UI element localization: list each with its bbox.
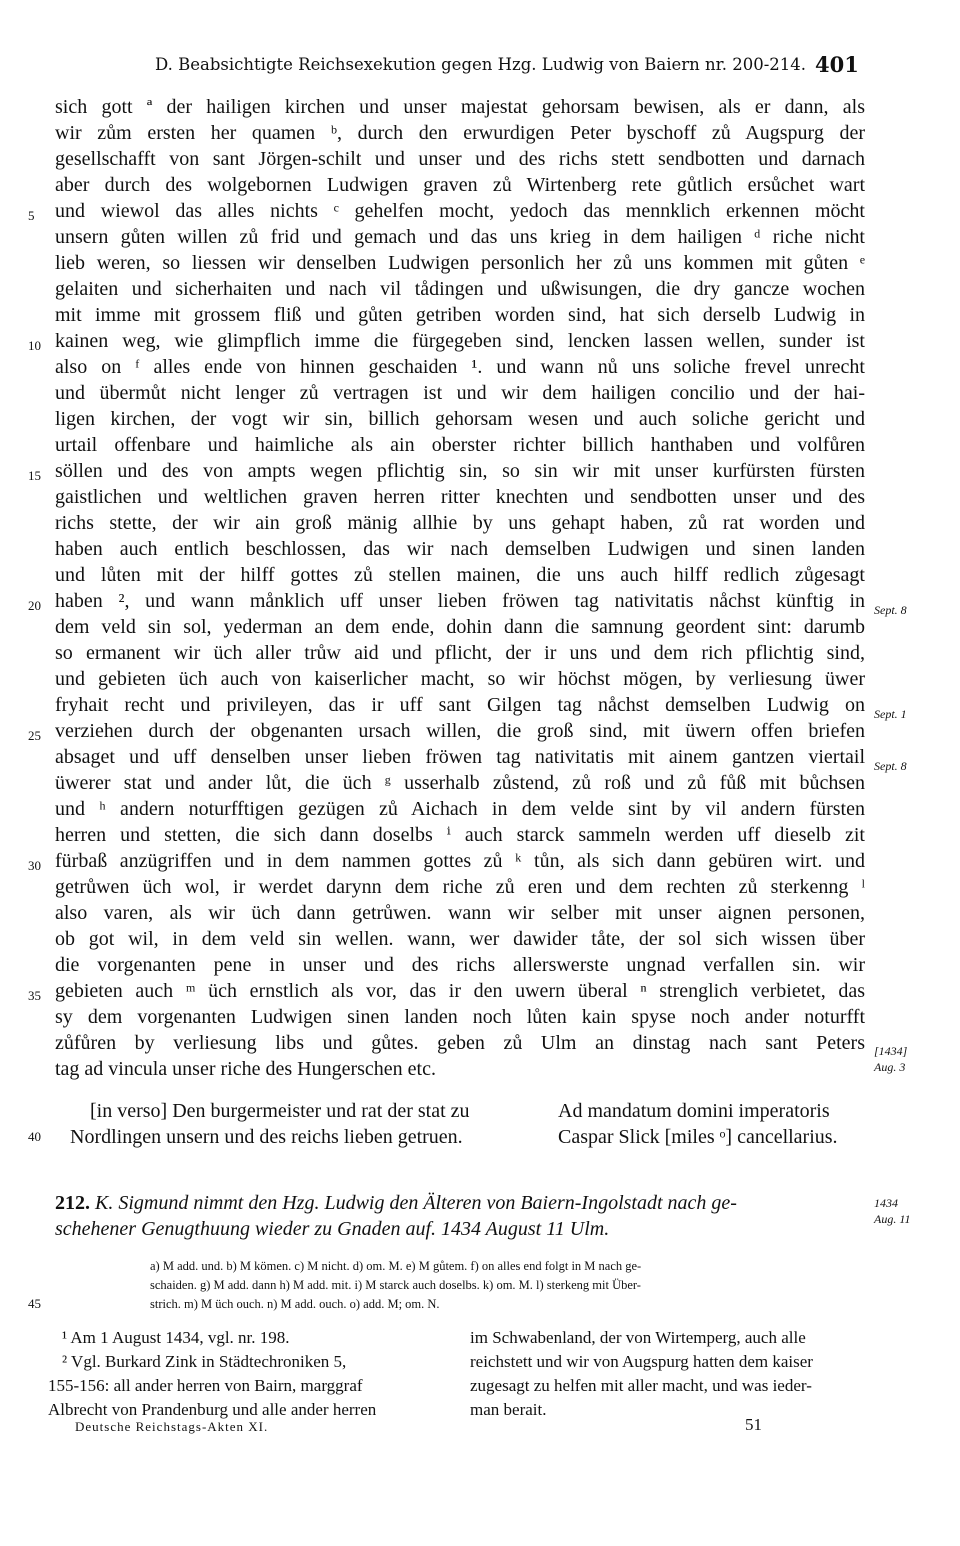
address-right-line: Caspar Slick [miles ᵒ] cancellarius. [558,1126,838,1148]
text-line: haben ², und wann månklich uff unser lieben fröwen tag nativitatis nåchst künftig in [55,590,865,612]
line-number: 10 [28,338,41,353]
text-line: kainen weg, wie glimpflich imme die fürgegeben sind, lencken lassen wellen, sunder ist [55,330,865,352]
text-line: fürbaß anzügriffen und in dem nammen gottes zů ᵏ tůn, als sich dann gebüren wirt. und [55,850,865,872]
text-line: sich gott ª der hailigen kirchen und unser majestat gehorsam bewisen, als er dann, als [55,96,865,118]
page-number: 401 [815,52,859,77]
footnote-line: ² Vgl. Burkard Zink in Städtechroniken 5, [62,1352,347,1371]
line-number: 40 [28,1129,41,1144]
line-number: 20 [28,598,41,613]
text-line: haben auch entlich beschlossen, das wir nach demselben Ludwigen und sinen landen [55,538,865,560]
line-number: 15 [28,468,41,483]
signature-number: 51 [745,1415,762,1434]
line-number: 35 [28,988,41,1003]
running-header: D. Beabsichtigte Reichsexekution gegen Hzg. Ludwig von Baiern nr. 200-214. [155,55,807,74]
text-line: getrůwen üch wol, ir werdet darynn dem riche zů eren und dem rechten zů sterkenng ˡ [55,876,865,898]
footnote-line: Albrecht von Prandenburg und alle ander herren [48,1400,377,1419]
margin-date: Sept. 8 [874,759,907,773]
line-number: 5 [28,208,35,223]
document-title-line: schehener Genugthuung wieder zu Gnaden auf. 1434 August 11 Ulm. [55,1218,610,1240]
text-line: lieb weren, so liessen wir denselben Ludwigen personlich her zů uns kommen mit gůten ᵉ [55,252,865,274]
text-line: die vorgenanten pene in unser und des richs allerswerste ungnad verfallen sin. wir [55,954,865,976]
text-line: söllen und des von ampts wegen pflichtig sin, so sin wir mit unser kurfürsten fürsten [55,460,865,482]
text-line: und lůten mit der hilff gottes zů stellen mainen, die uns auch hilff redlich zůgesagt [55,564,865,586]
text-line: aber durch des wolgebornen Ludwigen graven zů Wirtenberg rete gůtlich ersůchet wart [55,174,865,196]
text-line: wir zům ersten her quamen ᵇ, durch den erwurdigen Peter byschoff zů Augspurg der [55,122,865,144]
margin-date: Sept. 8 [874,603,907,617]
text-line: gelaiten und sicherhaiten und nach vil tådingen und ußwisungen, die dry gancze wochen [55,278,865,300]
text-line: gebieten auch ᵐ üch ernstlich als vor, das ir den uwern überal ⁿ strenglich verbietet, das [55,980,865,1002]
text-line: sy dem vorgenanten Ludwigen sinen landen noch lůten kain spyse noch ander noturfft [55,1006,865,1028]
margin-date: 1434 [874,1196,898,1210]
address-right-line: Ad mandatum domini imperatoris [558,1100,830,1122]
footnote-line: 155-156: all ander herren von Bairn, marggraf [48,1376,363,1395]
text-line: herren und stetten, die sich dann doselbs ⁱ auch starck sammeln werden uff dieselb zit [55,824,865,846]
text-line: und übermůt nicht lenger zů vertragen ist und wir dem hailigen concilio und der hai- [55,382,865,404]
margin-date: Aug. 3 [874,1060,906,1074]
text-line: tag ad vincula unser riche des Hungerschen etc. [55,1058,436,1080]
margin-date: [1434] [874,1044,908,1058]
text-line: und wiewol das alles nichts ᶜ gehelfen mocht, yedoch das mennklich erkennen möcht [55,200,865,222]
document-title-line: K. Sigmund nimmt den Hzg. Ludwig den Älteren von Baiern-Ingolstadt nach ge- [95,1192,737,1214]
text-line: urtail offenbare und haimliche als ain oberster richter billich hanthaben und volfůren [55,434,865,456]
variant-note-line: strich. m) M üch ouch. n) M add. ouch. o) add. M; om. N. [150,1297,440,1311]
text-line: so ermanent wir üch aller trůw aid und pflicht, der ir uns und dem rich pflichtig sind, [55,642,865,664]
text-line: dem veld sin sol, yederman an dem ende, dohin dann die samnung geordent sint: darumb [55,616,865,638]
text-line: und gebieten üch auch von kaiserlicher macht, so wir höchst mögen, by verliesung üwer [55,668,865,690]
address-left-line: [in verso] Den burgermeister und rat der stat zu [90,1100,470,1122]
text-line: und ʰ andern noturfftigen gezügen zů Aichach in dem velde sint by vil andern fürsten [55,798,865,820]
text-line: gaistlichen und weltlichen graven herren ritter knechten und sendbotten unser und des [55,486,865,508]
line-number: 45 [28,1296,41,1311]
text-line: absaget und uff denselben unser lieben fröwen tag nativitatis mit ainem gantzen viertail [55,746,865,768]
text-line: ob got wil, in dem veld sin wellen. wann, wer dawider tåte, der sol sich wissen über [55,928,865,950]
variant-note-line: a) M add. und. b) M kömen. c) M nicht. d) om. M. e) M gůtem. f) on alles end folgt in M nach ge- [150,1259,642,1273]
footnote-line: reichstett und wir von Augspurg hatten dem kaiser [470,1352,813,1371]
text-line: gesellschafft von sant Jörgen-schilt und unser und des richs stett sendbotten und darnach [55,148,865,170]
text-line: also varen, als wir üch dann getrůwen. wann wir selber mit unser aignen personen, [55,902,865,924]
margin-date: Sept. 1 [874,707,907,721]
margin-date: Aug. 11 [874,1212,911,1226]
line-number: 25 [28,728,41,743]
text-line: ligen kirchen, der vogt wir sin, billich gehorsam wesen und auch soliche gericht und [55,408,865,430]
text-line: zůfůren by verliesung libs und gůtes. geben zů Ulm an dinstag nach sant Peters [55,1032,865,1054]
text-line: mit imme mit grossem fliß und gůten getriben worden sind, hat sich derselb Ludwig in [55,304,865,326]
text-line: üwerer stat und ander lůt, die üch ᵍ usserhalb zůstend, zů roß und zů fůß mit bůchsen [55,772,865,794]
footnote-line: im Schwabenland, der von Wirtemperg, auch alle [470,1328,806,1347]
footnote-line: zugesagt zu helfen mit aller macht, und was ieder- [470,1376,812,1395]
series-title: Deutsche Reichstags-Akten XI. [75,1419,269,1434]
text-line: also on ᶠ alles ende von hinnen geschaiden ¹. und wann nů uns soliche frevel unrecht [55,356,865,378]
text-line: unsern gůten willen zů frid und gemach und das uns krieg in dem hailigen ᵈ riche nicht [55,226,865,248]
text-line: fryhait recht und privileyen, das ir uff sant Gilgen tag nåchst demselben Ludwig on [55,694,865,716]
document-number: 212. [55,1192,90,1214]
text-line: richs stette, der wir ain groß mänig allhie by uns gehapt haben, zů rat worden und [55,512,865,534]
footnote-line: ¹ Am 1 August 1434, vgl. nr. 198. [62,1328,290,1347]
address-left-line: Nordlingen unsern und des reichs lieben getruen. [70,1126,463,1148]
line-number: 30 [28,858,41,873]
text-line: verziehen durch der obgenanten ursach willen, die groß sind, mit üwern offen briefen [55,720,865,742]
variant-note-line: schaiden. g) M add. dann h) M add. mit. i) M starck auch doselbs. k) om. M. l) sterkeng mit Über- [150,1278,641,1292]
document-heading [55,1192,737,1215]
footnote-line: man berait. [470,1400,547,1419]
